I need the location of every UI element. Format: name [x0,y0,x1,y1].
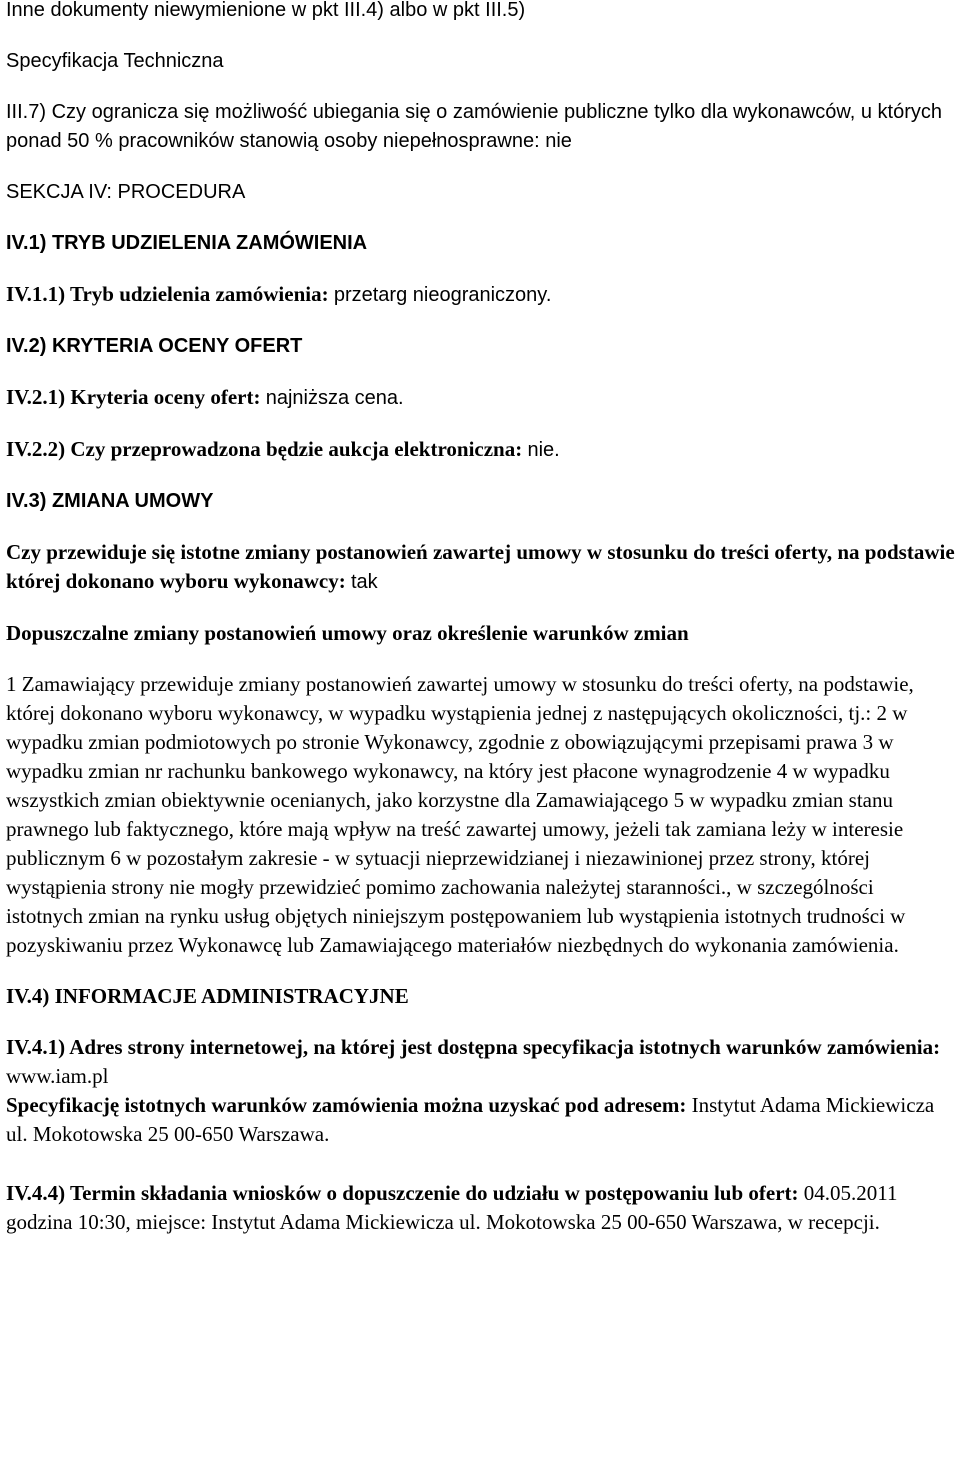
iv22-label: IV.2.2) Czy przeprowadzona będzie aukcja elektroniczna: [6,437,523,461]
q7-label: III.7) Czy ogranicza się możliwość ubiegania się o zamówienie publiczne tylko dla wykonawców, u których ponad 50 % pracowników stanowią osoby niepełnosprawne: [6,101,942,152]
iv11-paragraph [6,280,955,310]
q7-value: nie [545,130,572,152]
iv3-changes-text: 1 Zamawiający przewiduje zmiany postanowień zawartej umowy w stosunku do treści oferty, na podstawie, której dokonano wyboru wykonawcy, w wypadku wystąpienia jednej z następujących okoliczności, tj.: 2 w wypadku zmian podmiotowych po stronie Wykonawcy, zgodnie z obowiązującymi przepisami prawa 3 w wypadku zmian nr rachunku bankowego wykonawcy, na który jest płacone wynagrodzenie 4 w wypadku wszystkich zmian obiektywnie ocenianych, jako korzystne dla Zamawiającego 5 w wypadku zmian stanu prawnego lub faktycznego, które mają wpływ na treść zawartej umowy, jeżeli tak zamiana leży w interesie publicznym 6 w pozostałym zakresie - w sytuacji nieprzewidzianej i niezawinionej przez strony, której wystąpienia strony nie mogły przewidzieć pomimo zachowania należytej staranności., w szczególności istotnych zmian na rynku usług objętych niniejszym postępowaniem lub wystąpienia istotnych trudności w pozyskiwaniu przez Wykonawcę lub Zamawiającego materiałów niezbędnych do wykonania zamówienia. [6,672,914,957]
iv41-value: www.iam.pl [6,1064,109,1088]
q7-paragraph [6,98,955,156]
iv41-paragraph [6,1033,955,1091]
iv21-value: najniższa cena. [265,387,404,409]
iv41b-paragraph [6,1091,955,1149]
iv22-value: nie. [527,439,560,461]
section4-title: SEKCJA IV: PROCEDURA [6,181,246,203]
spec-tech-line: Specyfikacja Techniczna [6,50,224,72]
iv44-value: 04.05.2011 godzina 10:30, miejsce: Instytut Adama Mickiewicza ul. Mokotowska 25 00-650 Warszawa, w recepcji. [6,1181,898,1234]
iv41b-value: Instytut Adama Mickiewicza ul. Mokotowska 25 00-650 Warszawa. [6,1093,935,1146]
iv11-value: przetarg nieograniczony. [333,284,552,306]
iv21-label: IV.2.1) Kryteria oceny ofert: [6,385,261,409]
iv11-label: IV.1.1) Tryb udzielenia zamówienia: [6,282,329,306]
iv3-changes-heading: Dopuszczalne zmiany postanowień umowy oraz określenie warunków zmian [6,621,689,645]
iv3-question-label: Czy przewiduje się istotne zmiany postanowień zawartej umowy w stosunku do treści oferty, na podstawie której dokonano wyboru wykonawcy: [6,540,955,593]
iv3-question-value: tak [351,571,378,593]
iv2-title: IV.2) KRYTERIA OCENY OFERT [6,335,303,357]
iv4-title: IV.4) INFORMACJE ADMINISTRACYJNE [6,984,409,1008]
iv3-title: IV.3) ZMIANA UMOWY [6,490,214,512]
iv21-paragraph [6,383,955,413]
iv44-paragraph [6,1179,955,1237]
iv41-label: IV.4.1) Adres strony internetowej, na której jest dostępna specyfikacja istotnych warunków zamówienia: [6,1035,941,1059]
other-docs-line: Inne dokumenty niewymienione w pkt III.4) albo w pkt III.5) [6,0,526,21]
iv3-question-paragraph [6,538,955,597]
iv44-label: IV.4.4) Termin składania wniosków o dopuszczenie do udziału w postępowaniu lub ofert: [6,1181,799,1205]
iv41b-label: Specyfikację istotnych warunków zamówienia można uzyskać pod adresem: [6,1093,687,1117]
iv1-title: IV.1) TRYB UDZIELENIA ZAMÓWIENIA [6,232,368,254]
iv22-paragraph [6,435,955,465]
